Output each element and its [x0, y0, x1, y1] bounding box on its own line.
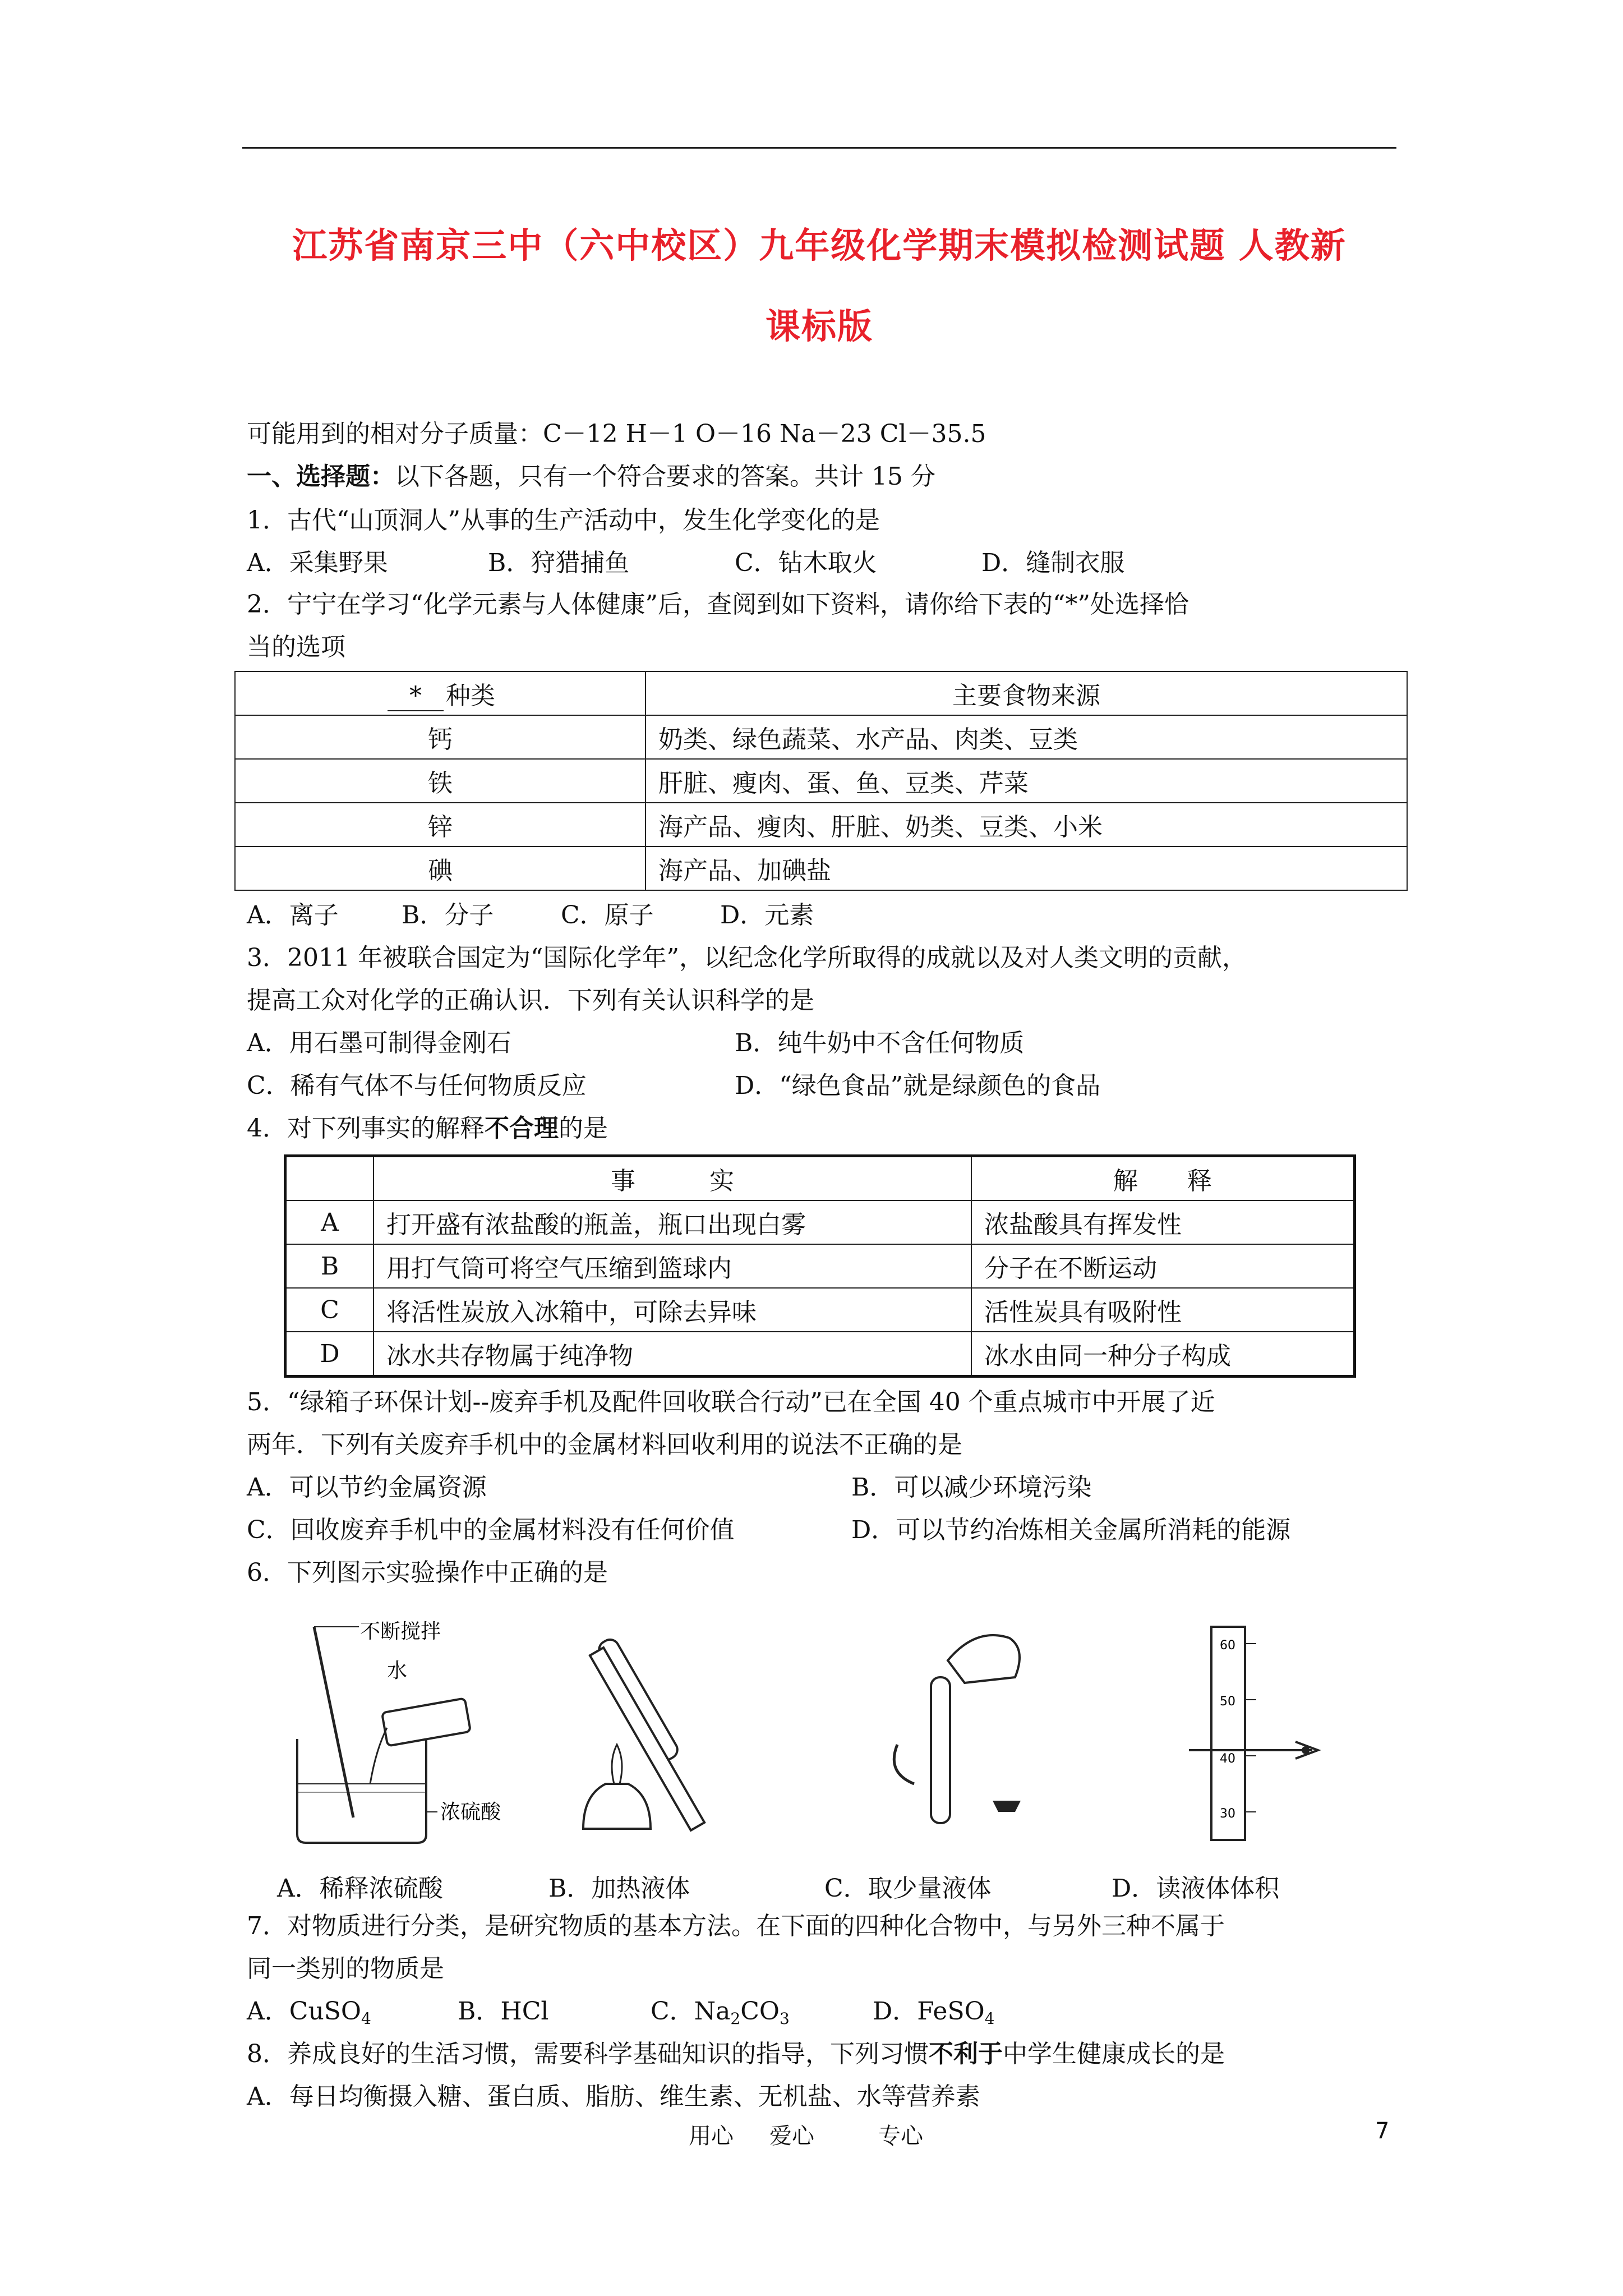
q4-stem-emphasis: 不合理	[485, 1114, 559, 1143]
q3-stem-line1: 3．2011 年被联合国定为“国际化学年”，以纪念化学所取得的成就以及对人类文明的贡献，	[247, 944, 1247, 972]
q2-stem-line1: 2．宁宁在学习“化学元素与人体健康”后，查阅到如下资料，请你给下表的“*”处选择恰	[247, 590, 1189, 619]
q3-option-d: D．“绿色食品”就是绿颜色的食品	[735, 1071, 1101, 1100]
q2-option-c: C．原子	[561, 901, 654, 930]
q2-stem-line2: 当的选项	[247, 633, 345, 661]
section1-title: 一、选择题：	[247, 462, 395, 491]
q2-table	[234, 671, 1408, 891]
q8-stem-a: 8．养成良好的生活习惯，需要科学基础知识的指导，下列习惯	[247, 2040, 929, 2068]
q7-option-d	[873, 1999, 994, 2027]
section1-heading	[247, 464, 935, 489]
q7-c-sub-b: 3	[779, 2009, 790, 2028]
table-cell: B	[285, 1244, 374, 1288]
tick-30: 30	[1220, 1807, 1235, 1821]
q4-table	[284, 1154, 1356, 1378]
q8-stem	[247, 2042, 1225, 2067]
q8-stem-emphasis: 不利于	[929, 2040, 1003, 2068]
q7-option-a	[247, 1999, 371, 2027]
q5-stem-line1: 5．“绿箱子环保计划--废弃手机及配件回收联合行动”已在全国 40 个重点城市中开展了近	[247, 1388, 1215, 1416]
table-cell: C	[285, 1288, 374, 1332]
table-cell: 海产品、加碘盐	[645, 846, 1407, 890]
table-cell: 用打气筒可将空气压缩到篮球内	[374, 1244, 971, 1288]
table-cell: 碘	[235, 846, 645, 890]
page-title-line1: 江苏省南京三中（六中校区）九年级化学期末模拟检测试题 人教新	[292, 225, 1347, 266]
table-cell: 奶类、绿色蔬菜、水产品、肉类、豆类	[645, 715, 1407, 759]
table-cell: 铁	[235, 759, 645, 803]
q6-stem: 6．下列图示实验操作中正确的是	[247, 1558, 608, 1587]
q1-option-b: B．狩猎捕鱼	[488, 549, 630, 577]
table-row	[235, 846, 1407, 890]
table-row	[285, 1156, 1355, 1201]
page-number: 7	[1375, 2118, 1390, 2144]
table-header-cell: 事 实	[374, 1156, 971, 1201]
table-row	[285, 1200, 1355, 1244]
table-cell: A	[285, 1200, 374, 1244]
q2-option-a: A．离子	[247, 901, 339, 930]
blank-asterisk: *	[388, 682, 444, 711]
header-kind: 种类	[446, 682, 495, 710]
table-cell: D	[285, 1332, 374, 1377]
table-cell: 冰水由同一种分子构成	[971, 1332, 1355, 1377]
table-cell: 打开盛有浓盐酸的瓶盖，瓶口出现白雾	[374, 1200, 971, 1244]
q3-option-c: C．稀有气体不与任何物质反应	[247, 1071, 587, 1100]
table-cell: 海产品、瘦肉、肝脏、奶类、豆类、小米	[645, 803, 1407, 846]
q7-d-sub: 4	[984, 2009, 995, 2028]
q7-c-formula-a: C．Na	[651, 1997, 731, 2026]
pouring-diagram	[864, 1616, 1043, 1851]
label-stir: 不断搅拌	[360, 1620, 441, 1643]
table-row	[235, 759, 1407, 803]
q1-stem: 1．古代“山顶洞人”从事的生产活动中，发生化学变化的是	[247, 506, 880, 535]
table-row	[285, 1288, 1355, 1332]
label-water: 水	[387, 1659, 408, 1682]
q4-stem	[247, 1116, 608, 1141]
beaker-pour-diagram	[292, 1616, 505, 1851]
table-cell: 活性炭具有吸附性	[971, 1288, 1355, 1332]
tick-40: 40	[1220, 1752, 1235, 1766]
footer-left: 用心	[689, 2123, 734, 2149]
q5-option-c: C．回收废弃手机中的金属材料没有任何价值	[247, 1516, 735, 1544]
q8-option-a: A．每日均衡摄入糖、蛋白质、脂肪、维生素、无机盐、水等营养素	[247, 2082, 980, 2111]
q4-stem-a: 4．对下列事实的解释	[247, 1114, 485, 1143]
graduated-cylinder-diagram	[1155, 1616, 1335, 1851]
page-title-line2: 课标版	[765, 306, 873, 347]
figure-a-dilute-acid	[292, 1616, 505, 1851]
q2-option-b: B．分子	[402, 901, 494, 930]
table-header-cell: 解 释	[971, 1156, 1355, 1201]
q7-a-formula: A．CuSO	[247, 1997, 361, 2026]
q7-c-formula-b: CO	[740, 1997, 780, 2026]
table-header-cell: 主要食物来源	[645, 671, 1407, 715]
q6-caption-c: C．取少量液体	[824, 1874, 992, 1903]
q6-caption-a: A．稀释浓硫酸	[277, 1874, 443, 1903]
section1-instructions: 以下各题，只有一个符合要求的答案。共计 15 分	[395, 462, 935, 491]
q5-option-a: A．可以节约金属资源	[247, 1473, 487, 1502]
table-cell: 肝脏、瘦肉、蛋、鱼、豆类、芹菜	[645, 759, 1407, 803]
q4-stem-b: 的是	[559, 1114, 608, 1143]
q7-b-formula: B．HCl	[458, 1997, 549, 2026]
q7-a-sub: 4	[361, 2009, 371, 2028]
q7-stem-line2: 同一类别的物质是	[247, 1954, 444, 1983]
q7-option-b	[458, 1999, 548, 2024]
q1-option-d: D．缝制衣服	[981, 549, 1125, 577]
figure-c-take-liquid	[864, 1616, 1043, 1851]
q5-option-b: B．可以减少环境污染	[851, 1473, 1092, 1502]
q7-stem-line1: 7．对物质进行分类，是研究物质的基本方法。在下面的四种化合物中，与另外三种不属于	[247, 1912, 1225, 1940]
q1-option-c: C．钻木取火	[735, 549, 877, 577]
table-row	[285, 1332, 1355, 1377]
figure-d-read-volume	[1155, 1616, 1335, 1851]
q6-caption-b: B．加热液体	[548, 1874, 690, 1903]
tick-60: 60	[1220, 1639, 1235, 1653]
table-cell: 冰水共存物属于纯净物	[374, 1332, 971, 1377]
q3-option-a: A．用石墨可制得金刚石	[247, 1029, 511, 1057]
tick-50: 50	[1220, 1695, 1235, 1709]
table-row	[235, 803, 1407, 846]
footer-right: 专心	[878, 2123, 923, 2149]
table-cell: 锌	[235, 803, 645, 846]
footer-middle: 爱心	[769, 2123, 814, 2149]
table-header-cell	[285, 1156, 374, 1201]
q3-stem-line2: 提高工众对化学的正确认识．下列有关认识科学的是	[247, 986, 814, 1015]
table-header-cell	[235, 671, 645, 715]
table-row	[235, 715, 1407, 759]
q7-c-sub-a: 2	[730, 2009, 741, 2028]
q3-option-b: B．纯牛奶中不含任何物质	[735, 1029, 1025, 1057]
table-cell: 钙	[235, 715, 645, 759]
relative-masses: 可能用到的相对分子质量：C－12 H－1 O－16 Na－23 Cl－35.5	[247, 420, 986, 448]
heating-tube-diagram	[561, 1616, 751, 1851]
q7-option-c	[651, 1999, 790, 2027]
q5-stem-line2: 两年．下列有关废弃手机中的金属材料回收利用的说法不正确的是	[247, 1430, 962, 1459]
label-acid: 浓硫酸	[440, 1801, 501, 1824]
q7-d-formula: D．FeSO	[873, 1997, 985, 2026]
q6-caption-d: D．读液体体积	[1112, 1874, 1280, 1903]
header-rule	[242, 147, 1396, 149]
q1-option-a: A．采集野果	[247, 549, 388, 577]
table-row	[235, 671, 1407, 715]
q5-option-d: D．可以节约冶炼相关金属所消耗的能源	[851, 1516, 1291, 1544]
figure-b-heat-liquid	[561, 1616, 751, 1851]
table-cell: 浓盐酸具有挥发性	[971, 1200, 1355, 1244]
table-cell: 分子在不断运动	[971, 1244, 1355, 1288]
q8-stem-b: 中学生健康成长的是	[1003, 2040, 1225, 2068]
table-cell: 将活性炭放入冰箱中，可除去异味	[374, 1288, 971, 1332]
q2-option-d: D．元素	[720, 901, 814, 930]
table-row	[285, 1244, 1355, 1288]
